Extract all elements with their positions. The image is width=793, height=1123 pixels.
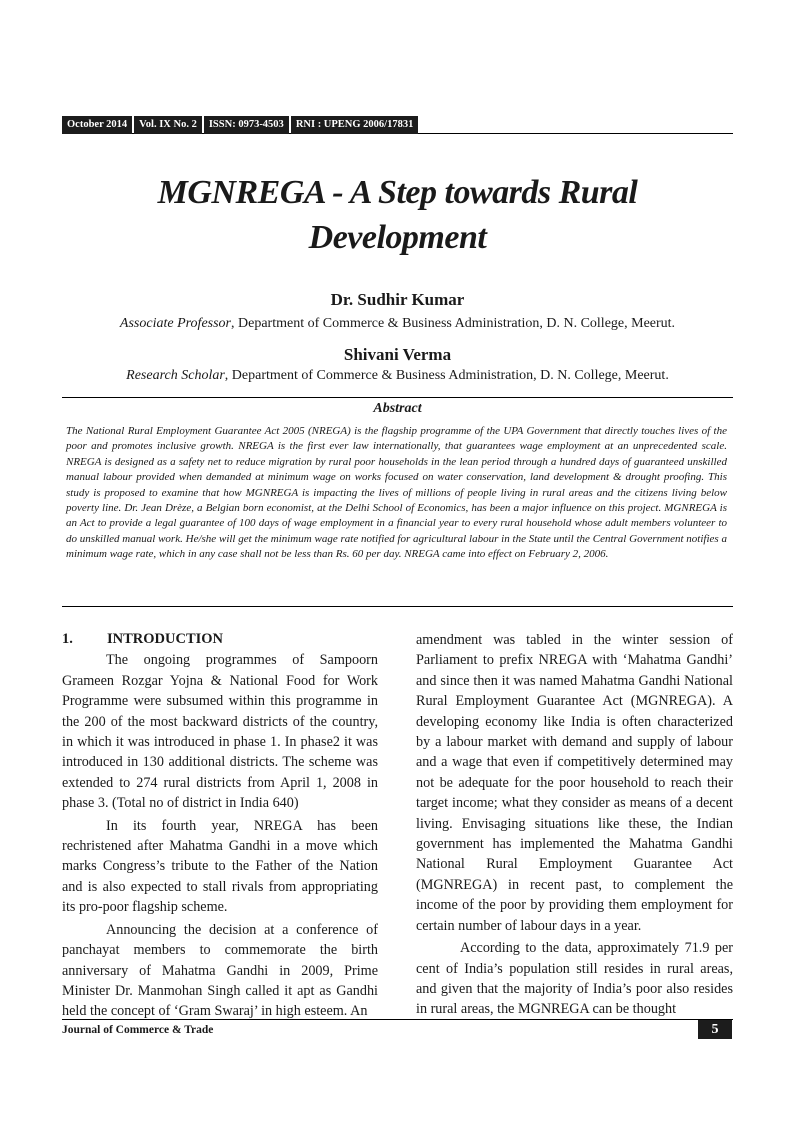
- paragraph: Announcing the decision at a conference of panchayat members to commemorate the birth anniversary of Mahatma Gandhi in 2009, Prime Minister Dr. Manmohan Singh called it apt as Gandhi held the concept of ‘Gram Swaraj’ in high esteem. An: [62, 921, 378, 1020]
- right-column: [416, 630, 733, 1020]
- journal-name: Journal of Commerce & Trade: [62, 1024, 214, 1036]
- issn-tag: ISSN: 0973-4503: [204, 116, 289, 134]
- title-line-1: MGNREGA - A Step towards Rural: [157, 174, 638, 211]
- author-2-department: , Department of Commerce & Business Administration, D. N. College, Meerut.: [224, 368, 669, 383]
- issue-header: [62, 116, 733, 134]
- section-number: 1.: [62, 631, 73, 647]
- author-2-affiliation: [62, 368, 733, 384]
- paragraph: The ongoing programmes of Sampoorn Grameen Rozgar Yojna & National Food for Work Programme were subsumed within this programme in the 200 of the most backward districts of the country, in which it was introduced in phase 1. In phase2 it was introduced in 130 additional districts. The scheme was extended to 274 rural districts from April 1, 2008 in phase 3. (Total no of district in India 640): [62, 652, 378, 812]
- paragraph: According to the data, approximately 71.9 per cent of India’s population still resides in rural areas, and given that the majority of India’s poor also resides in rural areas, the MGNREGA can be thought: [416, 940, 733, 1018]
- abstract-bottom-rule: [62, 606, 733, 607]
- page-number: 5: [698, 1020, 732, 1039]
- left-column: [62, 629, 378, 1022]
- footer-rule: [62, 1019, 733, 1020]
- paragraph: In its fourth year, NREGA has been rechristened after Mahatma Gandhi in a move which marks Congress’s tribute to the Father of the Nation and is also expected to stall rivals from appropriating its pro-poor flagship scheme.: [62, 817, 378, 916]
- author-2-role: Research Scholar: [126, 368, 225, 383]
- section-heading: [62, 629, 378, 649]
- rni-tag: RNI : UPENG 2006/17831: [291, 116, 419, 134]
- author-1-name: Dr. Sudhir Kumar: [330, 290, 465, 309]
- section-title: INTRODUCTION: [107, 631, 224, 647]
- title-line-2: Development: [308, 219, 487, 256]
- volume-tag: Vol. IX No. 2: [134, 116, 202, 134]
- paragraph: amendment was tabled in the winter session of Parliament to prefix NREGA with ‘Mahatma Gandhi’ and since then it was named Mahatma Gandhi National Rural Employment Guarantee Act (MGNREGA). A developing economy like India is often characterized by a labour market with demand and supply of labour and a wage that even if competitively determined may not be adequate for the poor household to reach their target income; what they consider as means of a decent living. Envisaging situations like these, the Indian government has implemented the Mahatma Gandhi National Rural Employment Guarantee Act (MGNREGA) in recent past, to complement the income of the poor by providing them employment for certain number of labour days in a year.: [416, 632, 733, 934]
- paper-title: [62, 170, 733, 260]
- issue-date-tag: October 2014: [62, 116, 132, 134]
- author-1-department: , Department of Commerce & Business Administration, D. N. College, Meerut.: [231, 316, 676, 331]
- author-1-role: Associate Professor: [119, 316, 232, 331]
- abstract-top-rule: [62, 397, 733, 398]
- abstract-heading: Abstract: [373, 401, 422, 416]
- author-2-name: Shivani Verma: [343, 345, 452, 364]
- abstract-text: The National Rural Employment Guarantee Act 2005 (NREGA) is the flagship programme of the UPA Government that directly touches lives of the poor and promotes inclusive growth. NREGA is the first ever law internationally, that guarantees wage employment at an unprecedented scale. NREGA is designed as a safety net to reduce migration by rural poor households in the lean period through a hundred days of guaranteed unskilled manual labour provided when demanded at minimum wage on works focused on water conservation, land development & drought proofing. This study is proposed to examine that how MGNREGA is impacting the lives of millions of people living in rural areas and the citizens living below poverty line. Dr. Jean Drèze, a Belgian born economist, at the Delhi School of Economics, has been a major influence on this project. MGNREGA is an Act to provide a legal guarantee of 100 days of wage employment in a financial year to every rural household whose adult members volunteer to do unskilled manual work. He/she will get the minimum wage rate notified for agricultural labour in the State until the Central Government notifies a minimum wage rate, which in any case shall not be less than Rs. 60 per day. NREGA came into effect on February 2, 2006.: [66, 425, 727, 561]
- author-1-affiliation: [62, 316, 733, 332]
